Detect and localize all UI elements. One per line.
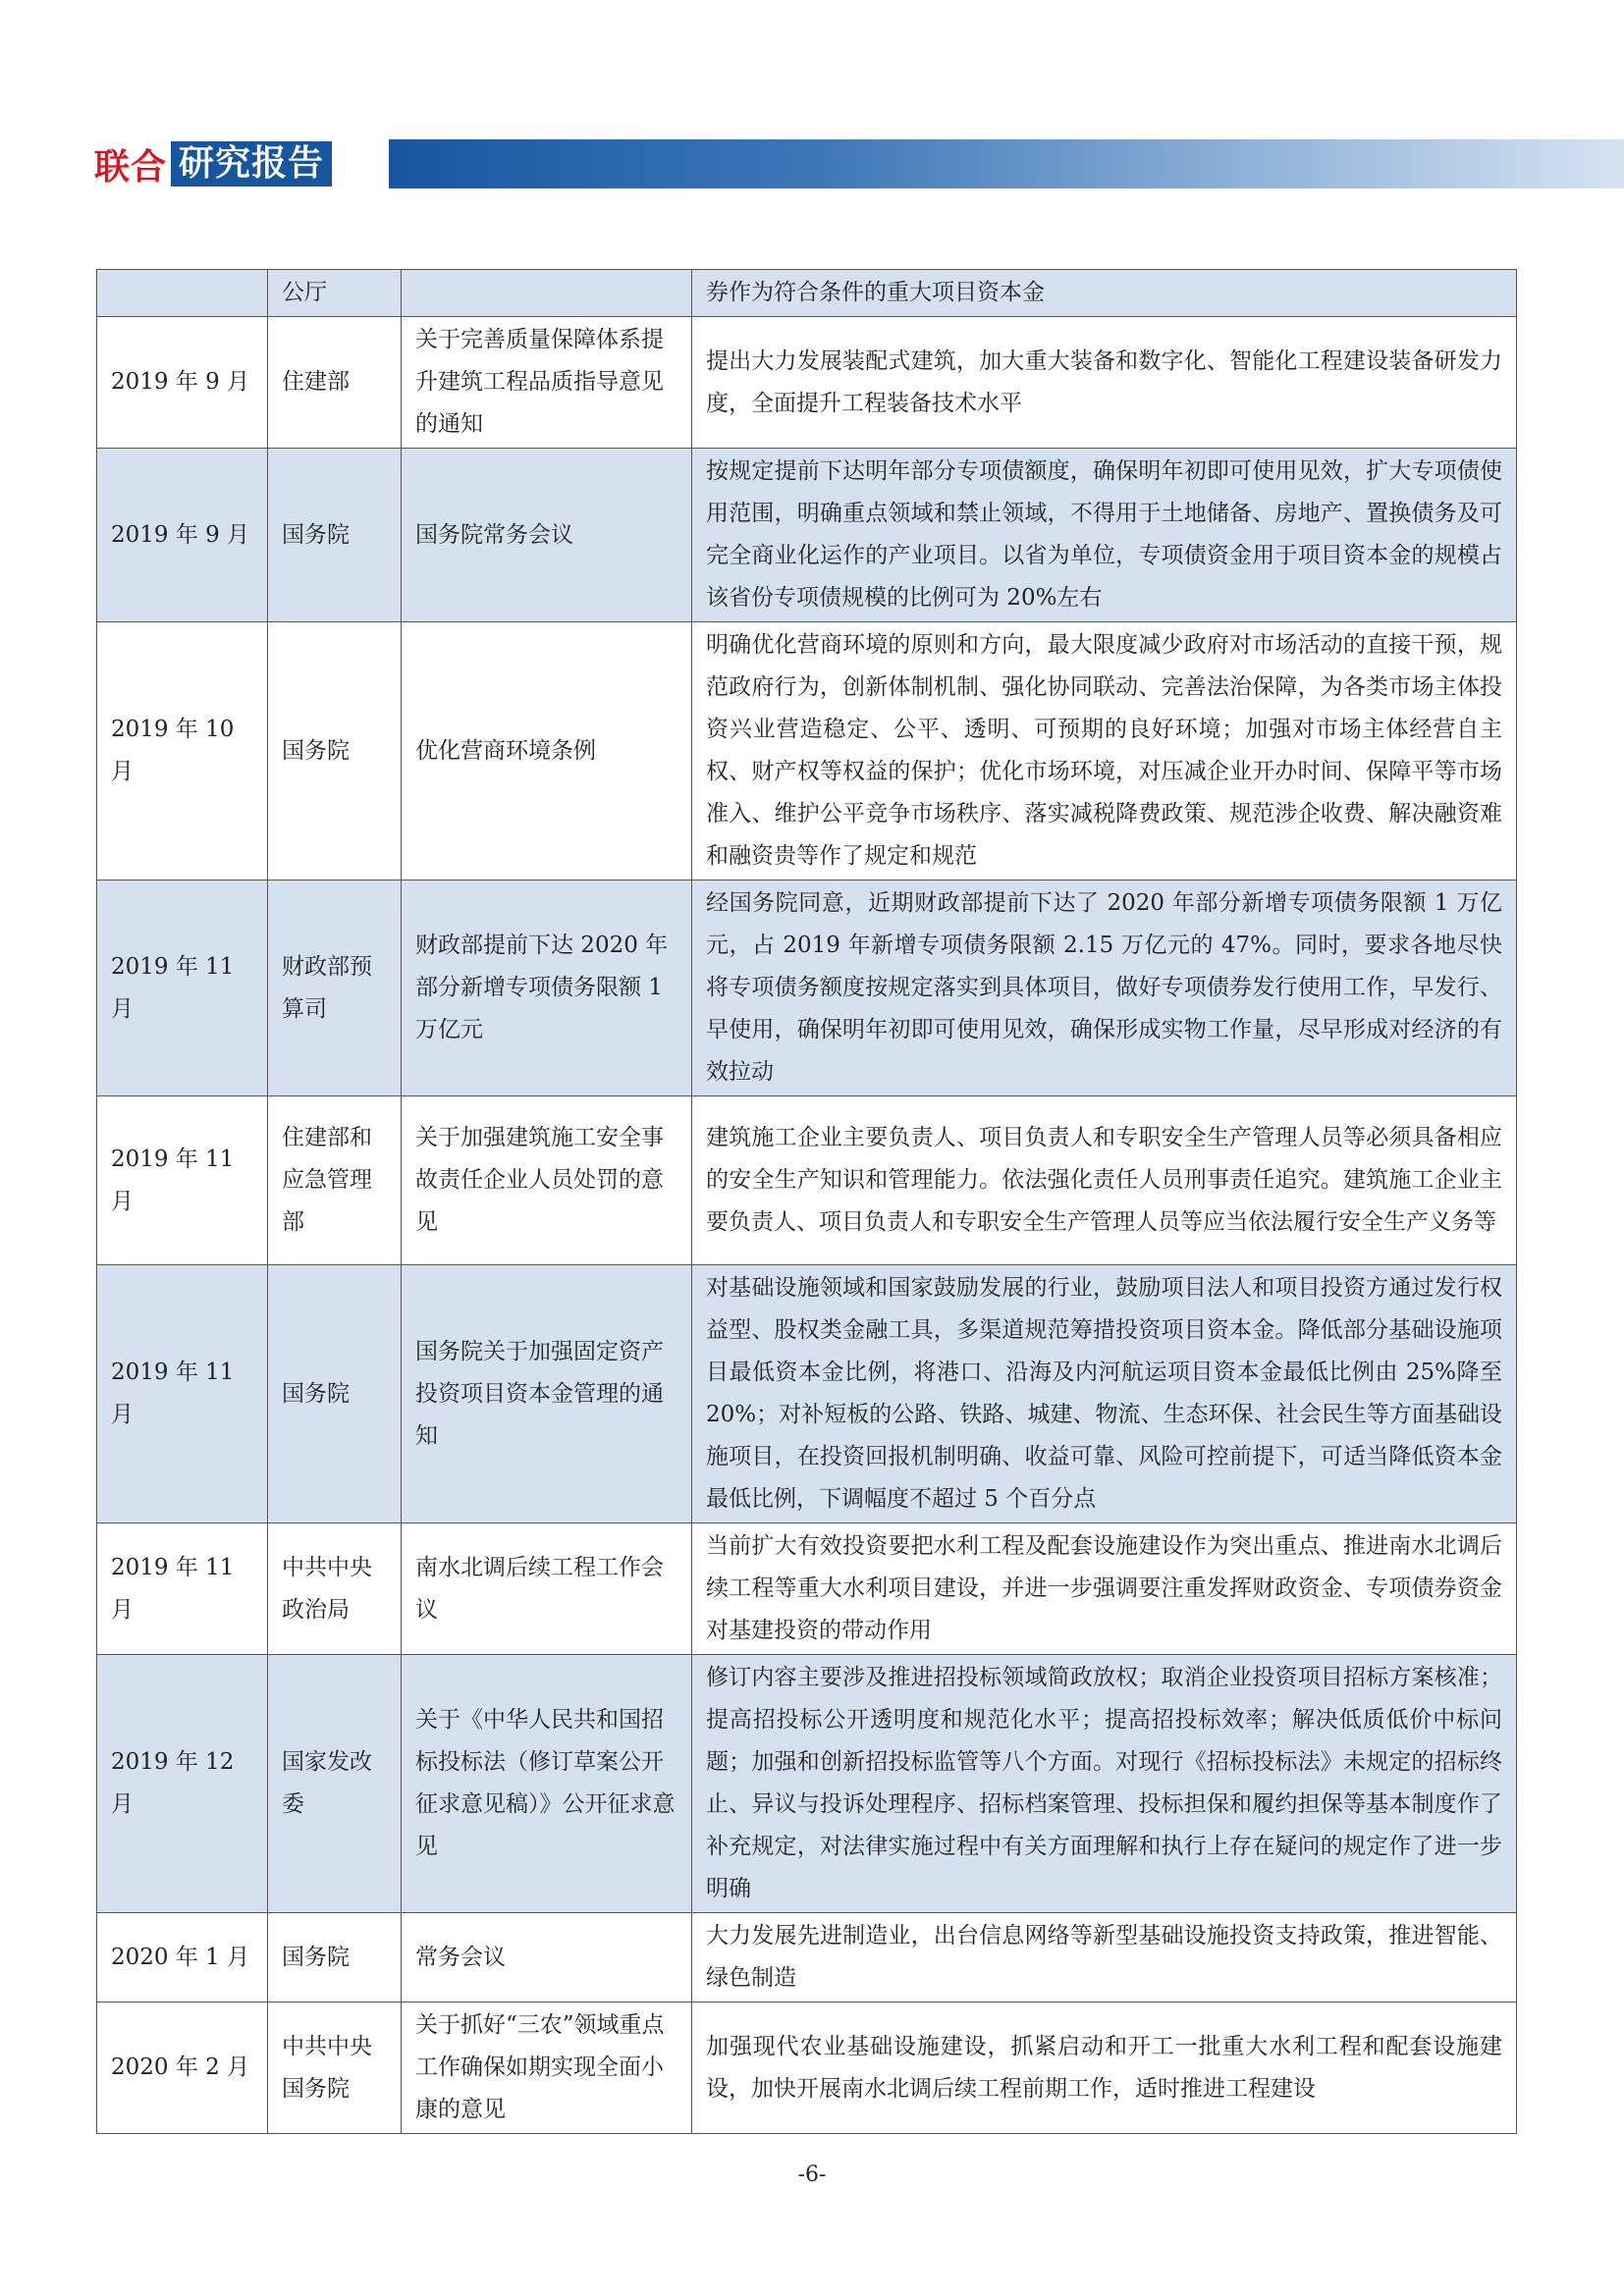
- dept-cell: 中共中央政治局: [268, 1523, 402, 1655]
- dept-cell: 中共中央国务院: [268, 2002, 402, 2134]
- date-cell: 2019 年 11 月: [97, 881, 268, 1096]
- title-cell: 国务院常务会议: [402, 449, 692, 622]
- brand-text-red: 联合: [94, 146, 168, 187]
- desc-cell: 加强现代农业基础设施建设，抓紧启动和开工一批重大水利工程和配套设施建设，加快开展南水北调后续工程前期工作，适时推进工程建设: [692, 2002, 1517, 2134]
- table-row: [97, 1265, 1517, 1523]
- page-number: -6-: [797, 2163, 827, 2187]
- dept-cell: 财政部预算司: [268, 881, 402, 1096]
- dept-cell: 国务院: [268, 1913, 402, 2002]
- title-cell: [402, 270, 692, 317]
- table-row: [97, 1655, 1517, 1913]
- policy-table: [96, 269, 1517, 2134]
- date-cell: 2019 年 11 月: [97, 1523, 268, 1655]
- table-row: [97, 1913, 1517, 2002]
- desc-cell: 大力发展先进制造业，出台信息网络等新型基础设施投资支持政策，推进智能、绿色制造: [692, 1913, 1517, 2002]
- desc-cell: 明确优化营商环境的原则和方向，最大限度减少政府对市场活动的直接干预，规范政府行为，创新体制机制、强化协同联动、完善法治保障，为各类市场主体投资兴业营造稳定、公平、透明、可预期的良好环境；加强对市场主体经营自主权、财产权等权益的保护；优化市场环境，对压减企业开办时间、保障平等市场准入、维护公平竞争市场秩序、落实减税降费政策、规范涉企收费、解决融资难和融资贵等作了规定和规范: [692, 622, 1517, 881]
- date-cell: 2019 年 9 月: [97, 317, 268, 449]
- desc-cell: 按规定提前下达明年部分专项债额度，确保明年初即可使用见效，扩大专项债使用范围，明确重点领域和禁止领域，不得用于土地储备、房地产、置换债务及可完全商业化运作的产业项目。以省为单位，专项债资金用于项目资本金的规模占该省份专项债规模的比例可为 20%左右: [692, 449, 1517, 622]
- desc-cell: 经国务院同意，近期财政部提前下达了 2020 年部分新增专项债务限额 1 万亿元，占 2019 年新增专项债务限额 2.15 万亿元的 47%。同时，要求各地尽快将专项债务额度按规定落实到具体项目，做好专项债券发行使用工作，早发行、早使用，确保明年初即可使用见效，确保形成实物工作量，尽早形成对经济的有效拉动: [692, 881, 1517, 1096]
- dept-cell: 住建部和应急管理部: [268, 1096, 402, 1265]
- brand-text-blue: 研究报告: [171, 141, 332, 187]
- date-cell: 2019 年 12 月: [97, 1655, 268, 1913]
- brand-logo: [94, 137, 332, 190]
- dept-cell: 公厅: [268, 270, 402, 317]
- dept-cell: 国家发改委: [268, 1655, 402, 1913]
- dept-cell: 住建部: [268, 317, 402, 449]
- title-cell: 关于抓好“三农”领域重点工作确保如期实现全面小康的意见: [402, 2002, 692, 2134]
- title-cell: 优化营商环境条例: [402, 622, 692, 881]
- desc-cell: 修订内容主要涉及推进招投标领域简政放权；取消企业投资项目招标方案核准；提高招投标公开透明度和规范化水平；提高招投标效率；解决低质低价中标问题；加强和创新招投标监管等八个方面。对现行《招标投标法》未规定的招标终止、异议与投诉处理程序、招标档案管理、投标担保和履约担保等基本制度作了补充规定，对法律实施过程中有关方面理解和执行上存在疑问的规定作了进一步明确: [692, 1655, 1517, 1913]
- table-row: [97, 881, 1517, 1096]
- table-row: [97, 1096, 1517, 1265]
- desc-cell: 建筑施工企业主要负责人、项目负责人和专职安全生产管理人员等必须具备相应的安全生产知识和管理能力。依法强化责任人员刑事责任追究。建筑施工企业主要负责人、项目负责人和专职安全生产管理人员等应当依法履行安全生产义务等: [692, 1096, 1517, 1265]
- report-header: [94, 137, 1624, 190]
- table-row: [97, 1523, 1517, 1655]
- table-row: [97, 449, 1517, 622]
- date-cell: 2020 年 2 月: [97, 2002, 268, 2134]
- desc-cell: 提出大力发展装配式建筑，加大重大装备和数字化、智能化工程建设装备研发力度，全面提升工程装备技术水平: [692, 317, 1517, 449]
- title-cell: 南水北调后续工程工作会议: [402, 1523, 692, 1655]
- date-cell: 2019 年 10 月: [97, 622, 268, 881]
- date-cell: 2019 年 9 月: [97, 449, 268, 622]
- table-row: [97, 317, 1517, 449]
- title-cell: 常务会议: [402, 1913, 692, 2002]
- title-cell: 国务院关于加强固定资产投资项目资本金管理的通知: [402, 1265, 692, 1523]
- date-cell: 2019 年 11 月: [97, 1265, 268, 1523]
- table-row: [97, 270, 1517, 317]
- title-cell: 财政部提前下达 2020 年部分新增专项债务限额 1 万亿元: [402, 881, 692, 1096]
- dept-cell: 国务院: [268, 449, 402, 622]
- dept-cell: 国务院: [268, 622, 402, 881]
- desc-cell: 对基础设施领域和国家鼓励发展的行业，鼓励项目法人和项目投资方通过发行权益型、股权类金融工具，多渠道规范筹措投资项目资本金。降低部分基础设施项目最低资本金比例，将港口、沿海及内河航运项目资本金最低比例由 25%降至 20%；对补短板的公路、铁路、城建、物流、生态环保、社会民生等方面基础设施项目，在投资回报机制明确、收益可靠、风险可控前提下，可适当降低资本金最低比例，下调幅度不超过 5 个百分点: [692, 1265, 1517, 1523]
- header-gradient-bar: [389, 139, 1624, 188]
- dept-cell: 国务院: [268, 1265, 402, 1523]
- date-cell: 2020 年 1 月: [97, 1913, 268, 2002]
- title-cell: 关于《中华人民共和国招标投标法（修订草案公开征求意见稿）》公开征求意见: [402, 1655, 692, 1913]
- desc-cell: 当前扩大有效投资要把水利工程及配套设施建设作为突出重点、推进南水北调后续工程等重大水利项目建设，并进一步强调要注重发挥财政资金、专项债券资金对基建投资的带动作用: [692, 1523, 1517, 1655]
- table-row: [97, 2002, 1517, 2134]
- date-cell: 2019 年 11 月: [97, 1096, 268, 1265]
- title-cell: 关于加强建筑施工安全事故责任企业人员处罚的意见: [402, 1096, 692, 1265]
- table-row: [97, 622, 1517, 881]
- desc-cell: 券作为符合条件的重大项目资本金: [692, 270, 1517, 317]
- title-cell: 关于完善质量保障体系提升建筑工程品质指导意见的通知: [402, 317, 692, 449]
- date-cell: [97, 270, 268, 317]
